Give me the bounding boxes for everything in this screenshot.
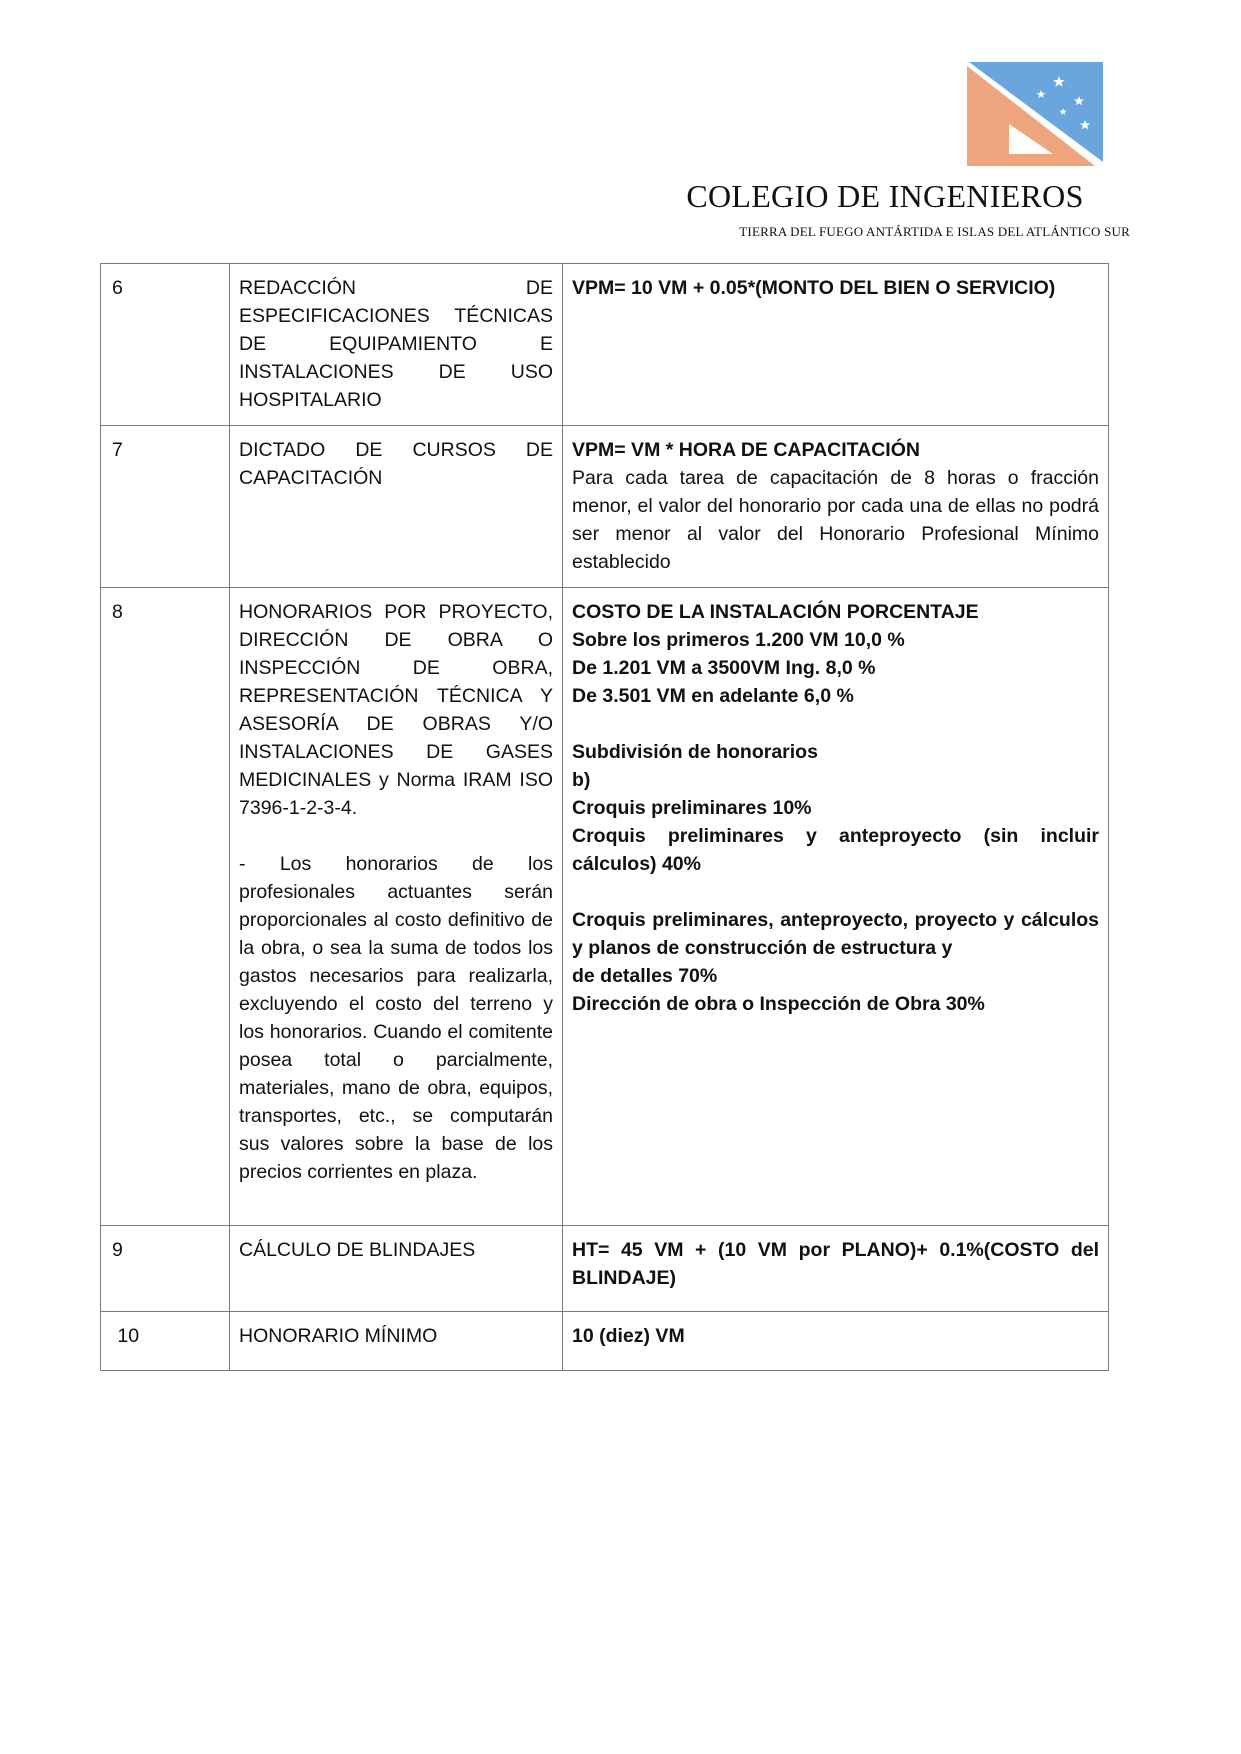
row-description: REDACCIÓN DE ESPECIFICACIONES TÉCNICAS DE EQUIPAMIENTO E INSTALACIONES DE USO HOSPITALARIO — [230, 264, 563, 426]
row-description: HONORARIO MÍNIMO — [230, 1312, 563, 1371]
scale-item: Sobre los primeros 1.200 VM 10,0 % — [572, 629, 905, 651]
row-formula: VPM= 10 VM + 0.05*(MONTO DEL BIEN O SERVICIO) — [563, 264, 1109, 426]
subdivision-item: Dirección de obra o Inspección de Obra 30% — [572, 993, 985, 1015]
subdivision-item: Croquis preliminares, anteproyecto, proyecto y cálculos y planos de construcción de estructura y — [572, 909, 1099, 959]
table-row — [101, 264, 1109, 426]
scale-item: De 1.201 VM a 3500VM Ing. 8,0 % — [572, 657, 876, 679]
table-row — [101, 1226, 1109, 1312]
table-row — [101, 426, 1109, 588]
subdivision-label: b) — [572, 769, 591, 791]
row-formula-note: Para cada tarea de capacitación de 8 horas o fracción menor, el valor del honorario por cada una de ellas no podrá ser menor al valor del Honorario Profesional Mínimo establecido — [572, 467, 1099, 573]
organization-title: COLEGIO DE INGENIEROS — [686, 178, 1084, 214]
organization-subtitle: TIERRA DEL FUEGO ANTÁRTIDA E ISLAS DEL ATLÁNTICO SUR — [739, 224, 1130, 239]
row-description: CÁLCULO DE BLINDAJES — [230, 1226, 563, 1312]
row-number: 7 — [101, 426, 230, 588]
subdivision-item: de detalles 70% — [572, 965, 718, 987]
row-description-note: - Los honorarios de los profesionales actuantes serán proporcionales al costo definitivo de la obra, o sea la suma de todos los gastos necesarios para realizarla, excluyendo el costo del terreno y los honorarios. Cuando el comitente posea total o parcialmente, materiales, mano de obra, equipos, transportes, etc., se computarán sus valores sobre la base de los precios corrientes en plaza. — [239, 853, 553, 1183]
row-formula-cell — [563, 426, 1109, 588]
scale-item: De 3.501 VM en adelante 6,0 % — [572, 685, 854, 707]
table-row — [101, 1312, 1109, 1371]
college-logo — [967, 62, 1103, 166]
row-description: HONORARIOS POR PROYECTO, DIRECCIÓN DE OBRA O INSPECCIÓN DE OBRA, REPRESENTACIÓN TÉCNICA Y ASESORÍA DE OBRAS Y/O INSTALACIONES DE GASES MEDICINALES y Norma IRAM ISO 7396-1-2-3-4. — [239, 601, 553, 819]
row-formula: 10 (diez) VM — [563, 1312, 1109, 1371]
table-row — [101, 588, 1109, 1226]
scale-title: COSTO DE LA INSTALACIÓN PORCENTAJE — [572, 601, 979, 623]
row-number: 8 — [101, 588, 230, 1226]
subdivision-title: Subdivisión de honorarios — [572, 741, 818, 763]
subdivision-item: Croquis preliminares 10% — [572, 797, 812, 819]
row-number: 10 — [101, 1312, 230, 1371]
fee-table — [100, 263, 1109, 1371]
row-description: DICTADO DE CURSOS DE CAPACITACIÓN — [230, 426, 563, 588]
row-formula: VPM= VM * HORA DE CAPACITACIÓN — [572, 439, 920, 461]
row-formula: HT= 45 VM + (10 VM por PLANO)+ 0.1%(COSTO del BLINDAJE) — [563, 1226, 1109, 1312]
row-number: 6 — [101, 264, 230, 426]
subdivision-item: Croquis preliminares y anteproyecto (sin incluir cálculos) 40% — [572, 825, 1099, 875]
row-number: 9 — [101, 1226, 230, 1312]
fee-scale-cell — [563, 588, 1109, 1226]
row-description-cell — [230, 588, 563, 1226]
